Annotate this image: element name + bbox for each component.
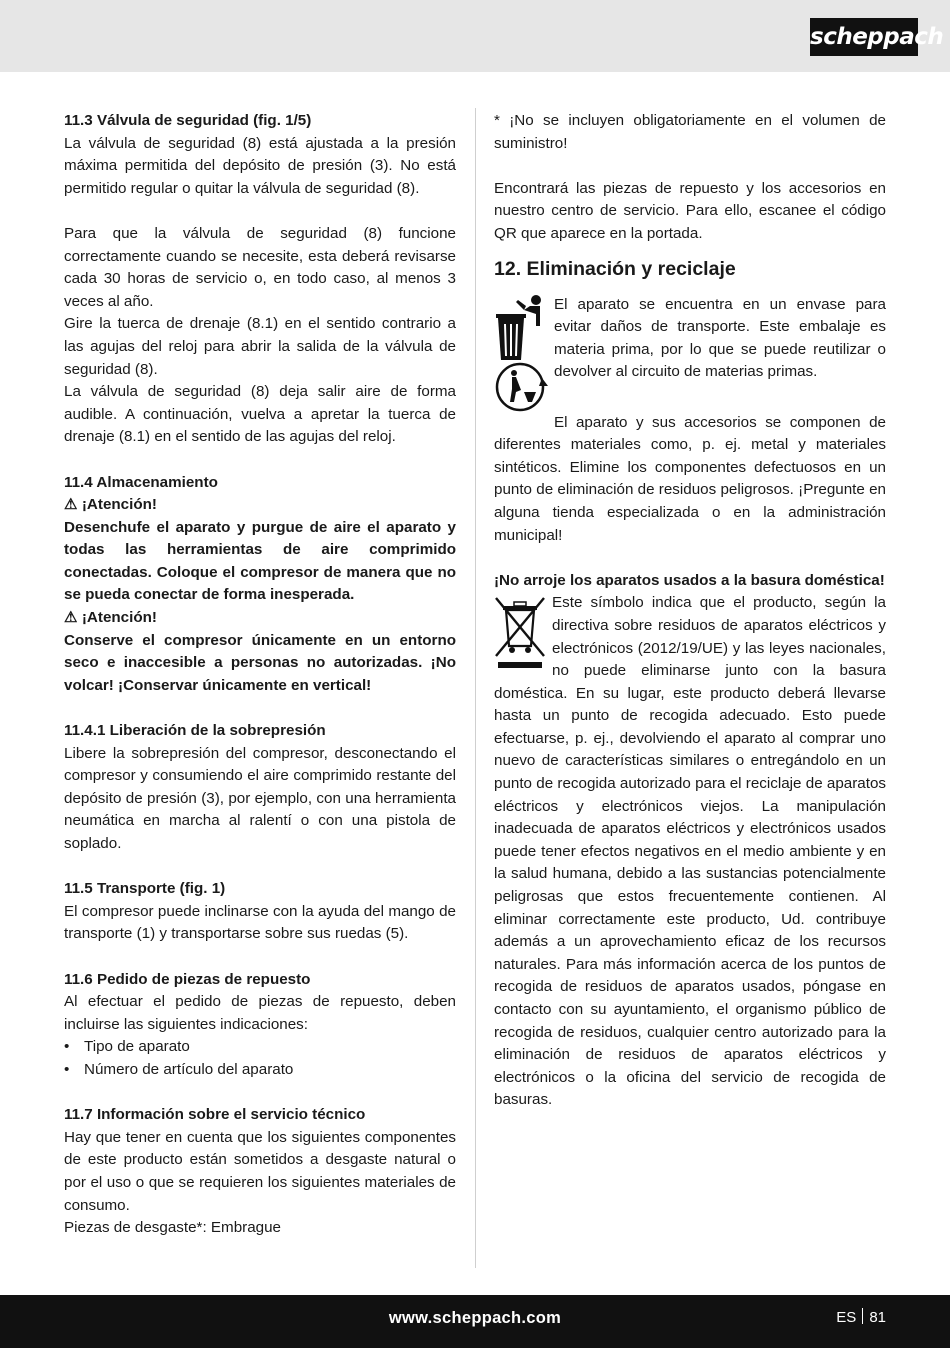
warning-triangle-icon: ⚠ [64,496,78,514]
separator [862,1308,863,1324]
section-11-3-paragraph-1: La válvula de seguridad (8) está ajustada a la presión máxima permitida del depósito de presión (3). No está permitido regular o quitar la válvula de seguridad (8). [64,134,456,197]
section-11-3-title: 11.3 Válvula de seguridad (fig. 1/5) [64,112,312,129]
page-indicator [836,1295,886,1341]
warning-label-2: ¡Atención! [81,609,157,627]
crossed-out-wheelie-bin-icon [494,594,546,670]
section-11-3-paragraph-4: La válvula de seguridad (8) deja salir aire de forma audible. A continuación, vuelva a apretar la tuerca de drenaje (8.1) en el sentido de las agujas del reloj. [64,383,456,446]
warning-triangle-icon: ⚠ [64,609,78,627]
warning-heading-2 [64,607,456,630]
header-bar [0,0,950,72]
list-item: • Número de artículo del aparato [64,1059,456,1082]
section-11-4-1-paragraph: Libere la sobrepresión del compresor, desconectando el compresor y consumiendo el aire comprimido restante del depósito de presión (3), por ejemplo, con una herramienta neumática en marcha al ralentí o con una pistola de soplado. [64,744,456,852]
warning-label-1: ¡Atención! [81,496,157,514]
section-11-3-paragraph-3: Gire la tuerca de drenaje (8.1) en el sentido contrario a las agujas del reloj para abrir la salida de la válvula de seguridad (8). [64,315,456,378]
warning-text-2: Conserve el compresor únicamente en un entorno seco e inaccesible a personas no autorizadas. ¡No volcar! ¡Conservar únicamente en vertical! [64,631,456,694]
spare-parts-list [64,1036,456,1081]
section-11-7-paragraph: Hay que tener en cuenta que los siguientes componentes de este producto están sometidos a desgaste natural o por el uso o que se requieren los siguientes materiales de consumo. [64,1128,456,1214]
note-not-included: * ¡No se incluyen obligatoriamente en el volumen de suministro! [494,112,886,152]
recycling-paragraph-2: El aparato y sus accesorios se componen de diferentes materiales como, p. ej. metal y materiales sintéticos. Elimine los componentes defectuosos en un punto de eliminación de residuos peligrosos. ¡Pregunte en alguna tienda especializada o en la administración municipal! [494,413,886,544]
warning-text-1: Desenchufe el aparato y purgue de aire el aparato y todas las herramientas de aire comprimido conectadas. Coloque el compresor de manera que no se pueda conectar de forma inesperada. [64,518,456,604]
column-divider [475,108,476,1268]
recycling-paragraph-1: El aparato se encuentra en un envase para evitar daños de transporte. Este embalaje es materia prima, por lo que se puede reutilizar o devolver al circuito de materias primas. [554,295,886,381]
section-11-6-title: 11.6 Pedido de piezas de repuesto [64,970,311,988]
weee-warning-title: ¡No arroje los aparatos usados a la basura doméstica! [494,571,885,589]
language-code: ES [836,1309,857,1326]
left-column [64,110,456,1240]
footer-bar [0,1295,950,1348]
note-spare-parts: Encontrará las piezas de repuesto y los accesorios en nuestro centro de servicio. Para ello, escanee el código QR que aparece en la portada. [494,179,886,242]
page-number: 81 [869,1309,886,1326]
trash-bin-person-icon [494,294,546,362]
section-11-5-paragraph: El compresor puede inclinarse con la ayuda del mango de transporte (1) y transportarse sobre sus ruedas (5). [64,902,456,943]
weee-paragraph: Este símbolo indica que el producto, según la directiva sobre residuos de aparatos eléctricos y electrónicos (2012/19/UE) y las leyes nacionales, no puede eliminarse junto con la basura doméstica. En su lugar, este producto deberá llevarse hasta un punto de recogida adecuado. Esto puede efectuarse, p. ej., devolviendo el aparato al comprar uno nuevo de características similares o entregándolo en un punto de recogida autorizado para el reciclaje de aparatos eléctricos y electrónicos viejos. La manipulación inadecuada de aparatos eléctricos y electrónicos usados puede tener efectos negativos en el medio ambiente y en la salud humana, debido a las sustancias potencialmente peligrosas que estos frecuentemente contienen. Al eliminar correctamente este producto, Ud. contribuye además a un aprovechamiento eficaz de los recursos naturales. Para más información acerca de los puntos de recogida de residuos de aparatos usados, póngase en contacto con su ayuntamiento, el organismo público de recogida de residuos, cualquier centro autorizado para la eliminación de residuos de aparatos eléctricos y electrónicos o la oficina del servicio de recogida de basuras. [494,594,886,1109]
right-column [494,110,886,1112]
list-item: • Tipo de aparato [64,1036,456,1059]
website-link[interactable]: www.scheppach.com [388,1309,562,1327]
section-12-title: 12. Eliminación y reciclaje [494,257,736,280]
section-11-4-1-title: 11.4.1 Liberación de la sobrepresión [64,722,326,740]
section-11-7-title: 11.7 Información sobre el servicio técnico [64,1106,366,1124]
brand-logo[interactable]: scheppach [810,18,918,56]
wear-parts-line: Piezas de desgaste*: Embrague [64,1219,281,1237]
warning-heading-1 [64,494,456,517]
section-11-6-paragraph: Al efectuar el pedido de piezas de repuesto, deben incluirse las siguientes indicaciones: [64,993,456,1033]
recycling-block [494,294,886,412]
section-11-4-title: 11.4 Almacenamiento [64,473,218,491]
recycling-person-icon [494,362,550,412]
section-11-3-paragraph-2: Para que la válvula de seguridad (8) funcione correctamente cuando se necesite, esta deberá revisarse cada 30 horas de servicio o, en todo caso, al menos 3 veces al año. [64,224,456,310]
section-11-5-title: 11.5 Transporte (fig. 1) [64,880,226,898]
